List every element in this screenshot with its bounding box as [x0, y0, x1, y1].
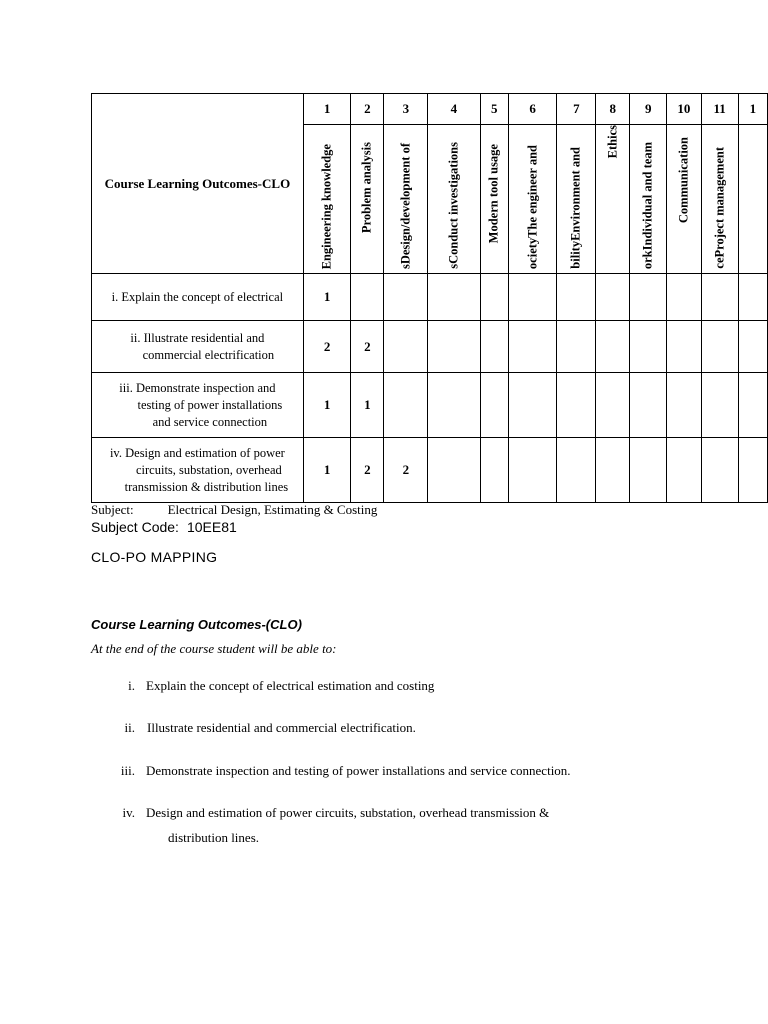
po-number: 1	[738, 94, 767, 125]
subject-label: Subject:	[91, 502, 134, 517]
po-label-cell	[428, 125, 480, 274]
po-number: 11	[701, 94, 738, 125]
mapping-cell	[596, 274, 630, 321]
mapping-cell: 1	[351, 373, 384, 438]
mapping-cell	[428, 438, 480, 503]
mapping-cell	[384, 274, 428, 321]
mapping-cell	[557, 373, 596, 438]
mapping-cell	[701, 274, 738, 321]
mapping-cell	[667, 321, 701, 373]
list-text: Illustrate residential and commercial electrification.	[147, 720, 416, 735]
mapping-cell	[508, 274, 557, 321]
mapping-cell: 2	[303, 321, 351, 373]
po-label: sDesign/development of	[398, 142, 413, 269]
po-number: 3	[384, 94, 428, 125]
clo-text: i. Explain the concept of electrical	[111, 289, 284, 304]
clo-text: transmission & distribution lines	[124, 479, 289, 494]
subject-code-line	[91, 519, 237, 535]
po-number: 10	[667, 94, 701, 125]
mapping-cell	[480, 321, 508, 373]
po-number: 6	[508, 94, 557, 125]
po-label: bilityEnvironment and	[568, 147, 583, 269]
mapping-cell	[667, 373, 701, 438]
mapping-cell	[351, 274, 384, 321]
mapping-cell	[480, 274, 508, 321]
mapping-cell: 2	[351, 438, 384, 503]
mapping-cell	[384, 321, 428, 373]
mapping-cell	[738, 438, 767, 503]
mapping-cell	[557, 438, 596, 503]
mapping-cell: 2	[351, 321, 384, 373]
po-label-cell	[630, 125, 667, 274]
po-label: Engineering knowledge	[319, 143, 334, 269]
po-number: 1	[303, 94, 351, 125]
po-label: Ethics	[605, 125, 620, 159]
po-label-cell	[701, 125, 738, 274]
mapping-cell	[384, 373, 428, 438]
mapping-cell	[508, 373, 557, 438]
po-label-cell	[351, 125, 384, 274]
clo-section-title: Course Learning Outcomes-(CLO)	[91, 617, 302, 632]
clo-po-mapping-table	[91, 93, 768, 503]
table-row	[92, 321, 768, 373]
mapping-cell	[738, 274, 767, 321]
po-label-cell	[738, 125, 767, 274]
list-text: Demonstrate inspection and testing of power installations and service connection.	[146, 763, 571, 778]
po-number: 7	[557, 94, 596, 125]
clo-cell	[92, 321, 304, 373]
po-label: Modern tool usage	[486, 143, 501, 243]
mapping-cell: 1	[303, 373, 351, 438]
list-number: i.	[128, 678, 135, 693]
mapping-cell	[480, 373, 508, 438]
mapping-cell	[630, 274, 667, 321]
po-label: ocietyThe engineer and	[525, 144, 540, 269]
po-label-cell	[480, 125, 508, 274]
clo-text: iv. Design and estimation of power	[109, 445, 285, 460]
table-row	[92, 438, 768, 503]
mapping-cell	[557, 321, 596, 373]
mapping-cell	[557, 274, 596, 321]
mapping-cell	[428, 321, 480, 373]
clo-text: commercial electrification	[142, 347, 275, 362]
po-number: 9	[630, 94, 667, 125]
list-number: ii.	[124, 720, 135, 735]
po-label: Problem analysis	[359, 141, 374, 233]
mapping-cell	[428, 373, 480, 438]
po-label-cell	[508, 125, 557, 274]
mapping-cell	[701, 373, 738, 438]
list-text: Design and estimation of power circuits, substation, overhead transmission &	[146, 805, 550, 820]
mapping-cell: 2	[384, 438, 428, 503]
po-label: ceProject management	[712, 147, 727, 269]
po-label-cell	[303, 125, 351, 274]
po-label: Communication	[676, 136, 691, 223]
clo-text: and service connection	[152, 414, 268, 429]
clo-text: circuits, substation, overhead	[135, 462, 282, 477]
mapping-cell	[630, 438, 667, 503]
list-text-continuation: distribution lines.	[168, 830, 259, 845]
po-label-cell	[667, 125, 701, 274]
subject-code-label: Subject Code:	[91, 519, 179, 535]
clo-text: ii. Illustrate residential and	[130, 330, 265, 345]
mapping-cell: 1	[303, 438, 351, 503]
mapping-cell	[480, 438, 508, 503]
table-row	[92, 274, 768, 321]
mapping-cell	[701, 321, 738, 373]
mapping-cell	[738, 373, 767, 438]
mapping-cell	[596, 438, 630, 503]
clo-cell	[92, 438, 304, 503]
mapping-cell	[596, 373, 630, 438]
subject-value: Electrical Design, Estimating & Costing	[167, 502, 378, 517]
po-number: 8	[596, 94, 630, 125]
po-label-cell	[384, 125, 428, 274]
mapping-cell: 1	[303, 274, 351, 321]
po-label-cell	[557, 125, 596, 274]
clo-text: iii. Demonstrate inspection and	[119, 380, 276, 395]
mapping-cell	[667, 438, 701, 503]
list-text: Explain the concept of electrical estimation and costing	[146, 678, 435, 693]
mapping-cell	[508, 438, 557, 503]
clo-cell	[92, 274, 304, 321]
table-row	[92, 373, 768, 438]
mapping-title: CLO-PO MAPPING	[91, 549, 218, 565]
mapping-cell	[701, 438, 738, 503]
mapping-cell	[508, 321, 557, 373]
subject-code-value: 10EE81	[186, 519, 237, 535]
po-number: 5	[480, 94, 508, 125]
mapping-cell	[738, 321, 767, 373]
mapping-cell	[630, 373, 667, 438]
subject-line	[91, 502, 377, 518]
po-label-cell	[596, 125, 630, 274]
clo-cell	[92, 373, 304, 438]
po-number: 2	[351, 94, 384, 125]
po-label: orkIndividual and team	[640, 141, 655, 269]
mapping-cell	[428, 274, 480, 321]
clo-section-intro: At the end of the course student will be able to:	[91, 641, 337, 656]
list-number: iv.	[122, 805, 135, 820]
clo-text: testing of power installations	[137, 397, 283, 412]
mapping-cell	[630, 321, 667, 373]
po-label: sConduct investigations	[446, 142, 461, 269]
list-number: iii.	[120, 763, 135, 778]
po-number: 4	[428, 94, 480, 125]
mapping-cell	[667, 274, 701, 321]
clo-column-header: Course Learning Outcomes-CLO	[92, 94, 304, 274]
mapping-cell	[596, 321, 630, 373]
